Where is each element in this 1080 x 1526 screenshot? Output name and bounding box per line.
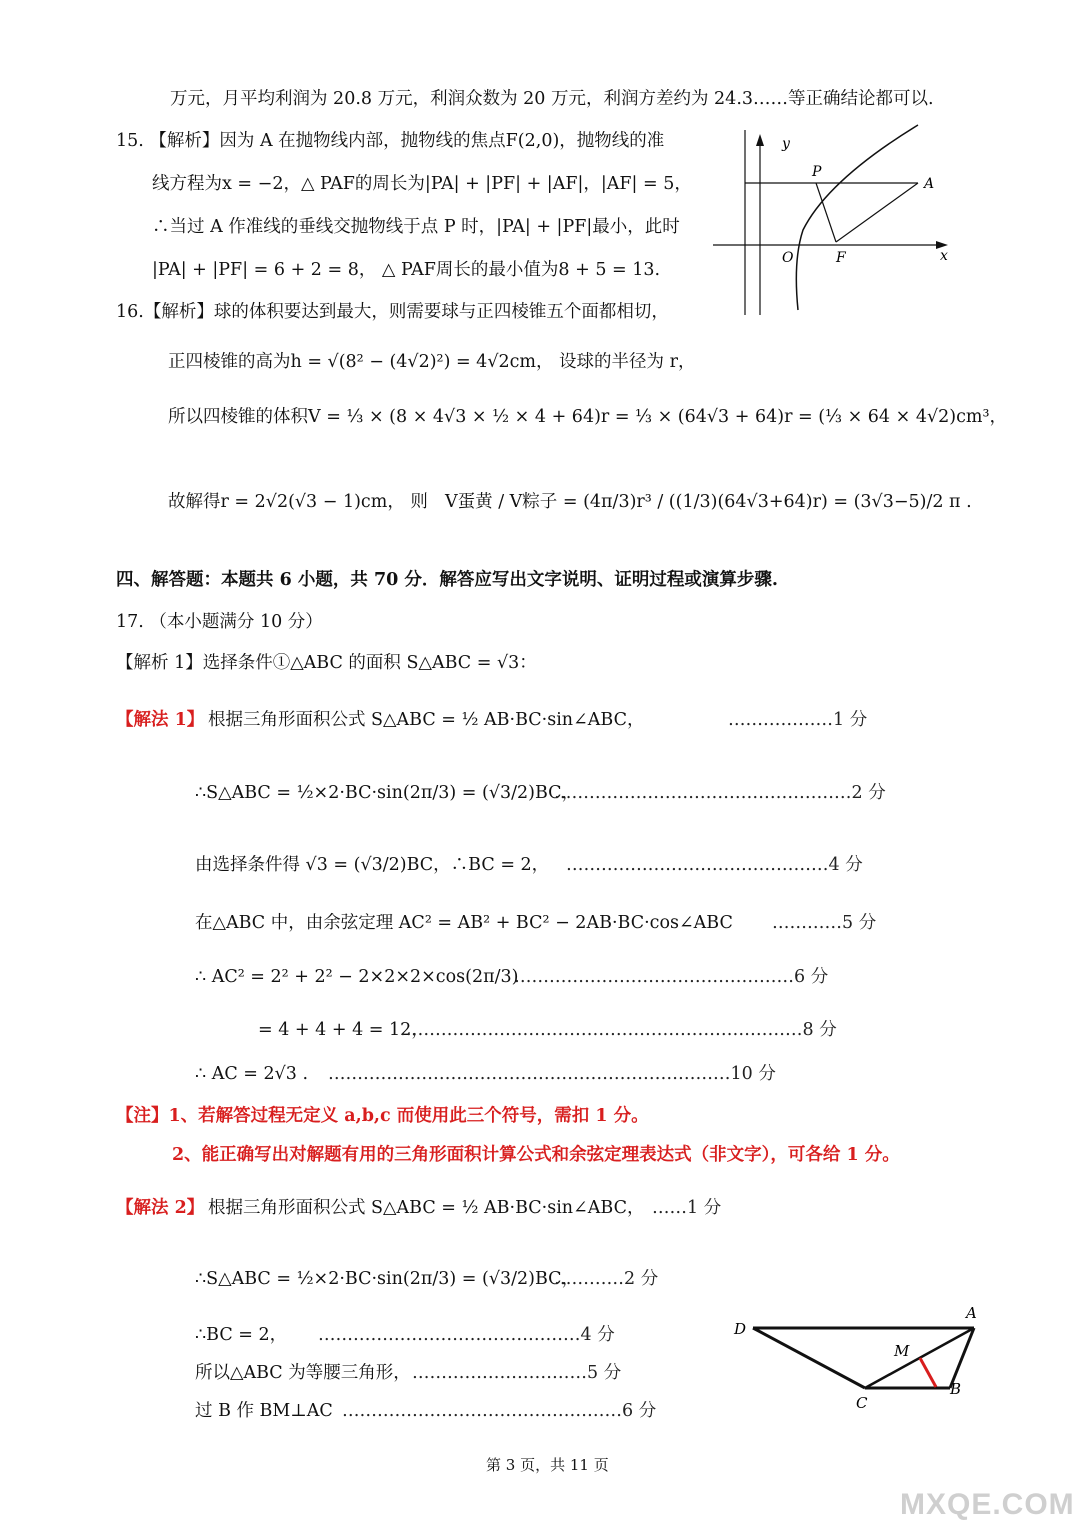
method-1-step-2: ∴S△ABC = ½×2·BC·sin(2π/3) = (√3/2)BC， [195,783,580,803]
method-2-step-3: ∴BC = 2， [195,1325,288,1345]
m2-score-6: …………………………………………6 分 [342,1401,657,1421]
watermark-logo: MXQE.COM [900,1488,1075,1521]
fig1-label-x: x [940,248,948,264]
score-8: ……………………………………………………………8 分 [400,1020,837,1040]
m2-score-4: ………………………………………4 分 [318,1325,615,1345]
method-1-tag: 【解法 1】 [116,710,205,730]
method-1-step-4: 在△ABC 中，由余弦定理 AC² = AB² + BC² − 2AB·BC·cos∠ABC [195,913,733,933]
fig2-label-d: D [734,1320,747,1338]
method-2-step-2: ∴S△ABC = ½×2·BC·sin(2π/3) = (√3/2)BC， [195,1269,580,1289]
score-6: …………………………………………6 分 [514,967,829,987]
fig2-label-b: B [950,1380,962,1398]
q16-line-2: 正四棱锥的高为h = √(8² − (4√2)²) = 4√2cm， 设球的半径为 r， [168,352,696,372]
fig2-label-c: C [856,1394,868,1412]
method-1-step-6: = 4 + 4 + 4 = 12， [258,1020,429,1040]
method-1-step-7: ∴ AC = 2√3 . [195,1064,309,1084]
m2-score-2: …………2 分 [554,1269,659,1289]
m2-score-5: …………………………5 分 [412,1363,622,1383]
fig2-label-a: A [966,1304,977,1322]
method-2-step-5: 过 B 作 BM⊥AC [195,1401,333,1421]
fig1-label-o: O [782,250,794,266]
q16-line-4b: V蛋黄 / V粽子 = (4π/3)r³ / ((1/3)(64√3+64)r) = (3√3−5)/2 π . [445,492,972,512]
note-2: 2、能正确写出对解题有用的三角形面积计算公式和余弦定理表达式（非文字），可各给 1 分。 [172,1145,900,1165]
score-2: ……………………………………………2 分 [554,783,886,803]
method-1-step-3: 由选择条件得 √3 = (√3/2)BC，∴BC = 2， [195,855,550,875]
note-1: 【注】1、若解答过程无定义 a,b,c 而使用此三个符号，需扣 1 分。 [116,1106,649,1126]
score-5: …………5 分 [772,913,877,933]
page-footer: 第 3 页，共 11 页 [486,1456,609,1474]
q15-line-2: 线方程为x = −2，△ PAF的周长为|PA| + |PF| + |AF|，|AF| = 5， [152,174,692,194]
method-2-step-4: 所以△ABC 为等腰三角形， [195,1363,411,1383]
method-2-tag: 【解法 2】 [116,1198,205,1218]
fig1-label-a: A [924,176,935,192]
q15-line-1: 15. 【解析】因为 A 在抛物线内部，抛物线的焦点F(2,0)，抛物线的准 [116,131,665,151]
score-4: ………………………………………4 分 [566,855,863,875]
q16-line-1: 16.【解析】球的体积要达到最大，则需要球与正四棱锥五个面都相切， [116,302,669,322]
section-heading: 四、解答题：本题共 6 小题，共 70 分．解答应写出文字说明、证明过程或演算步骤. [116,570,778,590]
method-1-step-5: ∴ AC² = 2² + 2² − 2×2×2×cos(2π/3) [195,967,519,987]
text-line: 万元，月平均利润为 20.8 万元，利润众数为 20 万元，利润方差约为 24.3……等正确结论都可以. [170,89,934,109]
score-10: ……………………………………………………………10 分 [328,1064,776,1084]
q17-analysis-1: 【解析 1】选择条件①△ABC 的面积 S△ABC = √3： [116,653,537,673]
trapezoid-figure [728,1300,988,1415]
parabola-figure [708,120,958,315]
method-1-step-1: 根据三角形面积公式 S△ABC = ½ AB·BC·sin∠ABC， [208,710,645,730]
score-1: ………………1 分 [728,710,868,730]
m2-score-1: ……1 分 [652,1198,722,1218]
fig1-label-p: P [812,164,822,180]
fig1-label-y: y [782,136,790,152]
q15-line-3: ∴当过 A 作准线的垂线交抛物线于点 P 时，|PA| + |PF|最小，此时 [152,217,680,237]
q16-line-3: 所以四棱锥的体积V = ⅓ × (8 × 4√3 × ½ × 4 + 64)r = ⅓ × (64√3 + 64)r = (⅓ × 64 × 4√2)cm³， [168,407,1008,427]
q17-title: 17. （本小题满分 10 分） [116,612,323,632]
fig1-label-f: F [836,250,846,266]
fig2-label-m: M [894,1342,910,1360]
q16-line-4a: 故解得r = 2√2(√3 − 1)cm， 则 [168,492,428,512]
method-2-step-1: 根据三角形面积公式 S△ABC = ½ AB·BC·sin∠ABC， [208,1198,645,1218]
q15-line-4: |PA| + |PF| = 6 + 2 = 8， △ PAF周长的最小值为8 + 5 = 13. [152,260,661,280]
